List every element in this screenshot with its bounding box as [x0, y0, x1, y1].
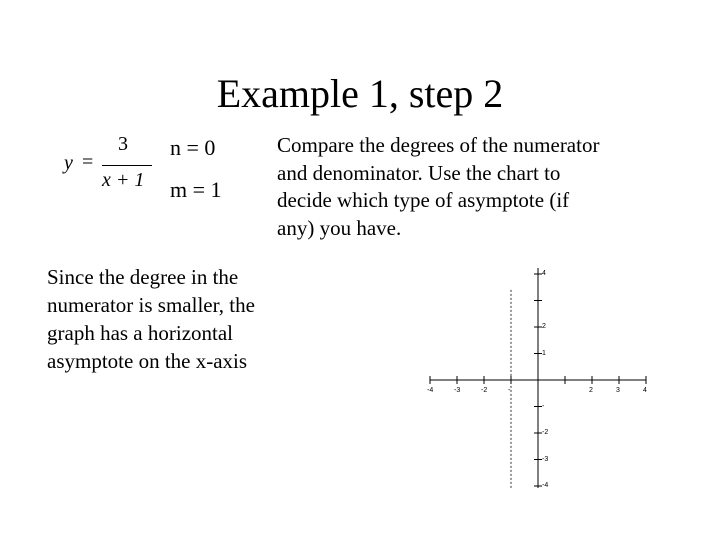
equation-lhs: y [64, 152, 73, 174]
y-tick-label: 2 [542, 323, 546, 330]
numerator-degree: n = 0 [170, 135, 216, 160]
slide-title: Example 1, step 2 [216, 71, 504, 116]
x-tick-label: -3 [454, 387, 461, 394]
y-tick-label: - [542, 402, 545, 410]
x-tick-label: 3 [616, 387, 620, 394]
x-tick-label: - [508, 387, 511, 394]
equation-denominator: x + 1 [102, 169, 145, 191]
instruction-text: Compare the degrees of the numerator and denominator. Use the chart to decide which type of asymptote (if any) you have. [277, 133, 600, 240]
x-tick-label: -4 [427, 387, 434, 394]
graph-svg [420, 265, 660, 495]
asymptote-graph [420, 265, 660, 495]
y-tick-label: -2 [542, 429, 549, 436]
y-tick-label: -3 [542, 455, 549, 463]
y-tick-label: 1 [542, 349, 546, 357]
equation-numerator: 3 [118, 133, 128, 155]
conclusion-text: Since the degree in the numerator is smaller, the graph has a horizontal asymptote on the x-axis [47, 265, 255, 373]
rational-equation [58, 128, 168, 200]
fraction-bar [102, 165, 152, 166]
x-tick-label: 2 [589, 387, 593, 394]
y-tick-label: -4 [542, 482, 549, 489]
x-tick-label: -2 [481, 387, 488, 394]
y-tick-label: 4 [542, 270, 546, 277]
x-tick-label: 4 [643, 387, 647, 394]
equation-equals-sign: = [82, 151, 94, 173]
denominator-degree: m = 1 [170, 177, 222, 202]
